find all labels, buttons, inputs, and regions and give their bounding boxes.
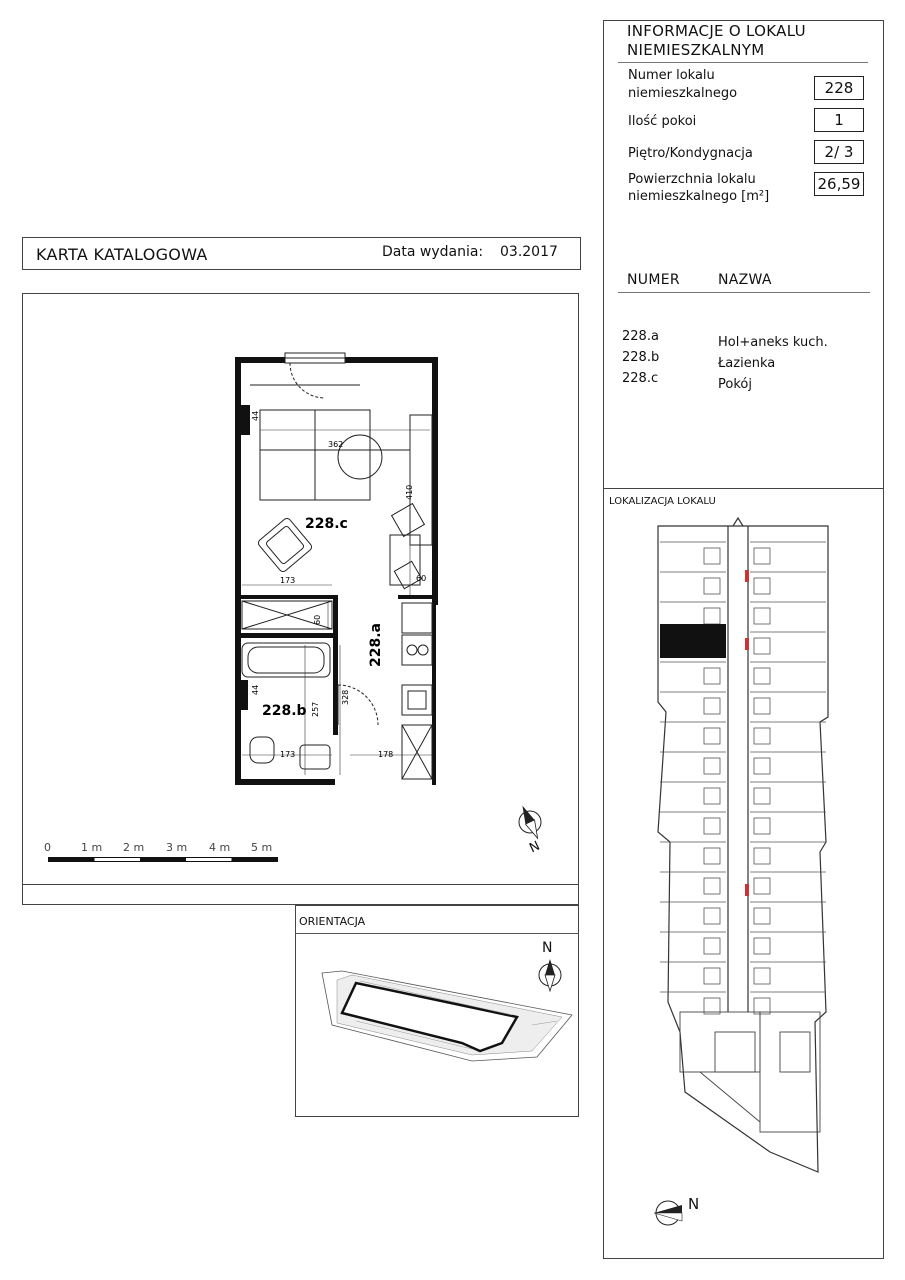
- field-powierzchnia-label-2: niemieszkalnego [m²]: [628, 189, 770, 204]
- location-north-label: N: [688, 1195, 700, 1213]
- scale-label-1: 1 m: [81, 841, 103, 854]
- field-pokoi-value: 1: [814, 108, 864, 132]
- col-numer-header: NUMER: [627, 272, 680, 288]
- unit-bath: [704, 548, 720, 564]
- location-divider: [603, 488, 883, 489]
- room-a-number: 228.a: [622, 329, 659, 344]
- scale-label-2: 2 m: [123, 841, 145, 854]
- header-title: KARTA KATALOGOWA: [36, 245, 208, 264]
- info-title-line1: INFORMACJE O LOKALU: [627, 22, 806, 40]
- unit-bath: [754, 698, 770, 714]
- scale-label-0: 0: [44, 841, 51, 854]
- dim-44-top: 44: [251, 410, 260, 421]
- scale-label-5: 5 m: [251, 841, 273, 854]
- unit-bath: [754, 908, 770, 924]
- unit-bath: [754, 608, 770, 624]
- unit-bath: [754, 548, 770, 564]
- field-pietro-label: Piętro/Kondygnacja: [628, 146, 753, 161]
- unit-bath: [754, 758, 770, 774]
- dim-410: 410: [405, 484, 414, 500]
- floor-plan: [220, 345, 460, 795]
- dim-178: 178: [378, 750, 394, 759]
- unit-bath: [704, 698, 720, 714]
- dim-60-a: 60: [313, 614, 322, 625]
- dim-44-bottom: 44: [251, 684, 260, 695]
- location-title: LOKALIZACJA LOKALU: [609, 496, 716, 507]
- unit-bath: [754, 728, 770, 744]
- field-numer-value: 228: [814, 76, 864, 100]
- info-title-divider: [618, 62, 868, 63]
- field-pietro-value: 2/ 3: [814, 140, 864, 164]
- scale-bar: [48, 857, 278, 862]
- field-numer-label-2: niemieszkalnego: [628, 86, 738, 101]
- room-a-label: 228.a: [368, 623, 384, 667]
- unit-bath: [754, 788, 770, 804]
- orientation-divider: [295, 933, 579, 934]
- unit-bath: [704, 578, 720, 594]
- field-powierzchnia-label-1: Powierzchnia lokalu: [628, 172, 756, 187]
- unit-bath: [704, 908, 720, 924]
- unit-bath: [704, 788, 720, 804]
- room-c-name: Pokój: [718, 377, 752, 392]
- room-c-number: 228.c: [622, 371, 659, 386]
- unit-bath: [704, 968, 720, 984]
- header-date-value: 03.2017: [500, 244, 558, 260]
- orientation-title: ORIENTACJA: [299, 915, 366, 928]
- unit-bath: [704, 938, 720, 954]
- dim-328: 328: [341, 689, 350, 705]
- orientation-compass-icon: [530, 955, 570, 995]
- unit-bath: [754, 578, 770, 594]
- unit-bath: [754, 848, 770, 864]
- unit-bath: [704, 758, 720, 774]
- dim-60-b: 60: [416, 574, 427, 583]
- unit-bath: [704, 848, 720, 864]
- room-b-name: Łazienka: [718, 356, 776, 371]
- orientation-north-label: N: [542, 940, 553, 956]
- unit-bath: [704, 878, 720, 894]
- unit-bath: [754, 968, 770, 984]
- unit-bath: [754, 638, 770, 654]
- field-powierzchnia-value: 26,59: [814, 172, 864, 196]
- field-numer-label-1: Numer lokalu: [628, 68, 715, 83]
- unit-bath: [754, 818, 770, 834]
- scale-label-3: 3 m: [166, 841, 188, 854]
- room-c-label: 228.c: [305, 516, 348, 532]
- room-b-label: 228.b: [262, 703, 307, 719]
- location-map: [640, 512, 840, 1192]
- field-pokoi-label: Ilość pokoi: [628, 114, 697, 129]
- unit-bath: [704, 728, 720, 744]
- unit-bath: [704, 818, 720, 834]
- dim-173-bottom: 173: [280, 750, 296, 759]
- scale-label-4: 4 m: [209, 841, 231, 854]
- dim-173-top: 173: [280, 576, 296, 585]
- unit-bath: [754, 878, 770, 894]
- unit-bath: [704, 668, 720, 684]
- plan-north-label: N: [527, 838, 543, 857]
- room-b-number: 228.b: [622, 350, 660, 365]
- info-title-line2: NIEMIESZKALNYM: [627, 41, 765, 59]
- unit-bath: [754, 938, 770, 954]
- dim-362: 362: [328, 440, 344, 449]
- header-date-label: Data wydania:: [382, 244, 484, 260]
- room-a-name: Hol+aneks kuch.: [718, 335, 828, 350]
- col-header-divider: [618, 292, 870, 293]
- dim-257: 257: [311, 701, 320, 717]
- unit-bath: [754, 668, 770, 684]
- unit-bath: [704, 608, 720, 624]
- plan-frame-bottom-line: [22, 884, 579, 885]
- highlighted-unit: [660, 624, 726, 658]
- col-nazwa-header: NAZWA: [718, 272, 772, 288]
